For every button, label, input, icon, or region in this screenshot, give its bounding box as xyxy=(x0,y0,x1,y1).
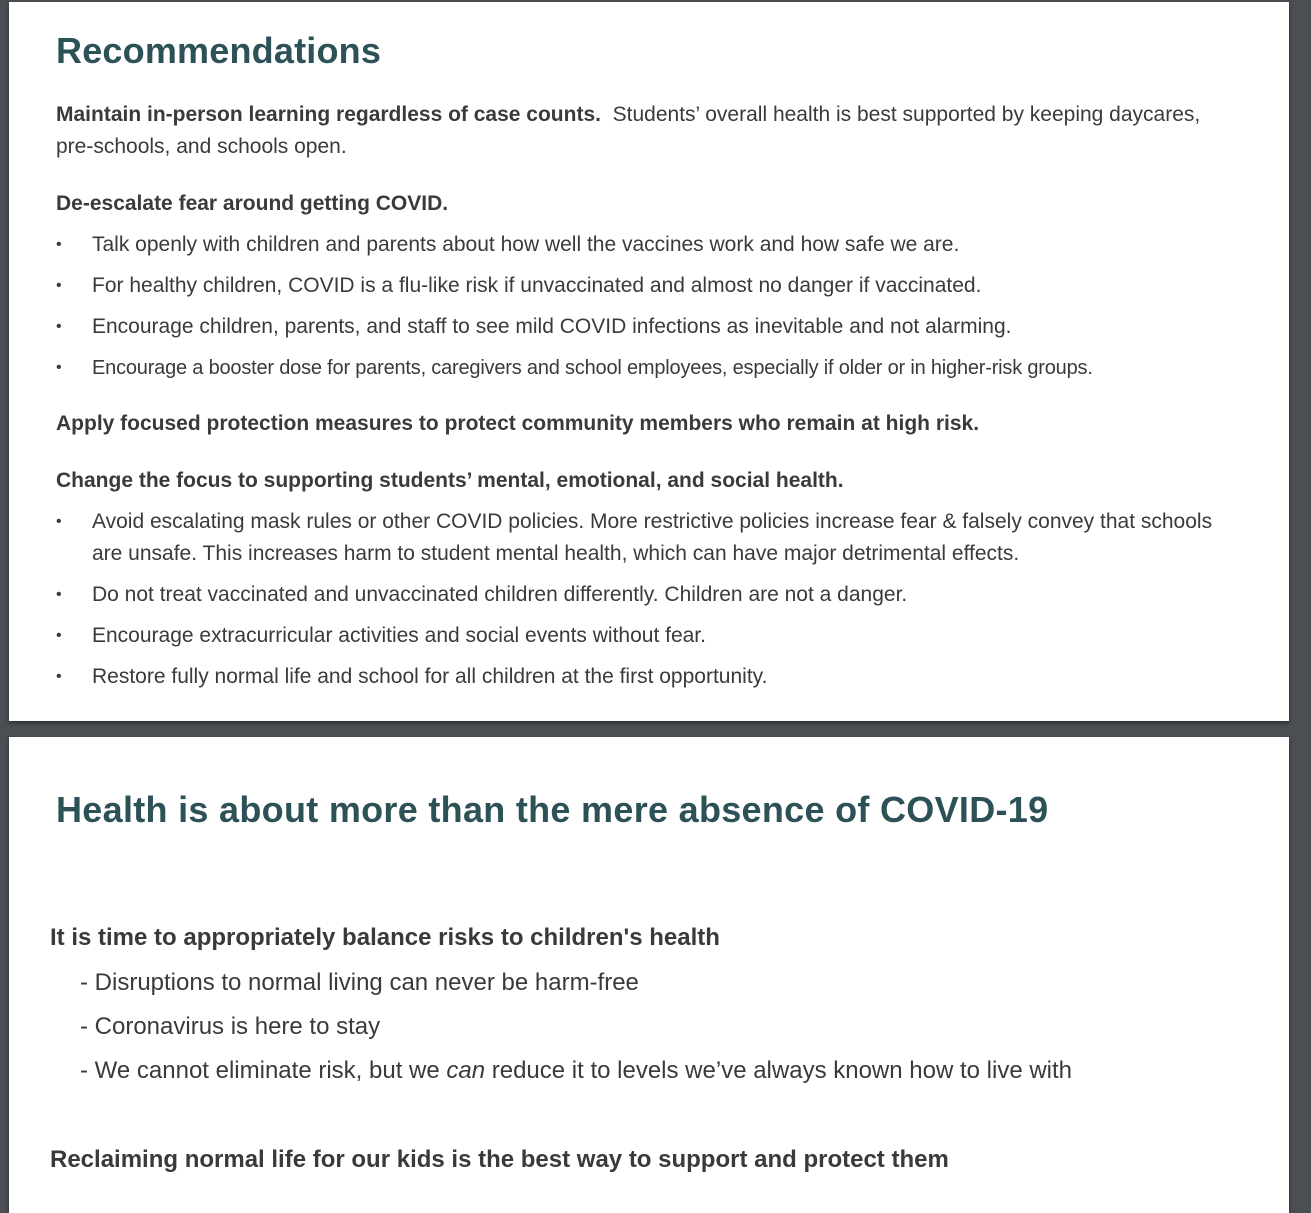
page-1 xyxy=(9,2,1289,721)
bullet-icon: • xyxy=(56,668,62,685)
bullet-icon: • xyxy=(56,236,62,253)
page-title: Health is about more than the mere absence of COVID-19 xyxy=(56,789,1049,830)
bullet-icon: • xyxy=(56,513,62,530)
bullet-icon: • xyxy=(56,318,62,335)
list-item: • Encourage a booster dose for parents, caregivers and school employees, especially if older or in higher-risk groups. xyxy=(56,352,1276,384)
lead-statement: It is time to appropriately balance risks to children's health xyxy=(50,924,720,951)
section-heading-deescalate: De-escalate fear around getting COVID. xyxy=(56,192,449,215)
bullet-icon: • xyxy=(56,627,62,644)
dash-item: - We cannot eliminate risk, but we can reduce it to levels we’ve always known how to live with xyxy=(80,1057,1073,1084)
bullet-list-deescalate xyxy=(56,229,1276,393)
dash-item: - Coronavirus is here to stay xyxy=(80,1013,381,1040)
list-item: • Encourage extracurricular activities and social events without fear. xyxy=(56,620,1236,652)
section-heading-focused-protection: Apply focused protection measures to protect community members who remain at high risk. xyxy=(56,412,980,435)
bullet-icon: • xyxy=(56,359,62,376)
list-item: • Talk openly with children and parents about how well the vaccines work and how safe we are. xyxy=(56,229,1276,261)
closing-statement: Reclaiming normal life for our kids is the best way to support and protect them xyxy=(50,1146,949,1173)
page-2 xyxy=(9,737,1289,1213)
list-item: • For healthy children, COVID is a flu-like risk if unvaccinated and almost no danger if vaccinated. xyxy=(56,270,1276,302)
bullet-list-mental-health xyxy=(56,506,1236,702)
dash-item: - Disruptions to normal living can never be harm-free xyxy=(80,969,639,996)
bullet-icon: • xyxy=(56,277,62,294)
list-item: • Do not treat vaccinated and unvaccinated children differently. Children are not a danger. xyxy=(56,579,1236,611)
intro-paragraph xyxy=(56,99,1236,163)
list-item: • Avoid escalating mask rules or other COVID policies. More restrictive policies increase fear & falsely convey that schools are unsafe. This increases harm to student mental health, which can have major detrimental effects. xyxy=(56,506,1236,570)
list-item: • Encourage children, parents, and staff to see mild COVID infections as inevitable and not alarming. xyxy=(56,311,1276,343)
list-item: • Restore fully normal life and school for all children at the first opportunity. xyxy=(56,661,1236,693)
section-heading-mental-health: Change the focus to supporting students’ mental, emotional, and social health. xyxy=(56,469,844,492)
bullet-icon: • xyxy=(56,586,62,603)
intro-rest: Students’ overall health is best supported by keeping daycares, pre-schools, and schools open. xyxy=(56,103,1201,158)
intro-bold: Maintain in-person learning regardless of case counts. xyxy=(56,103,601,126)
page-title: Recommendations xyxy=(56,30,382,71)
